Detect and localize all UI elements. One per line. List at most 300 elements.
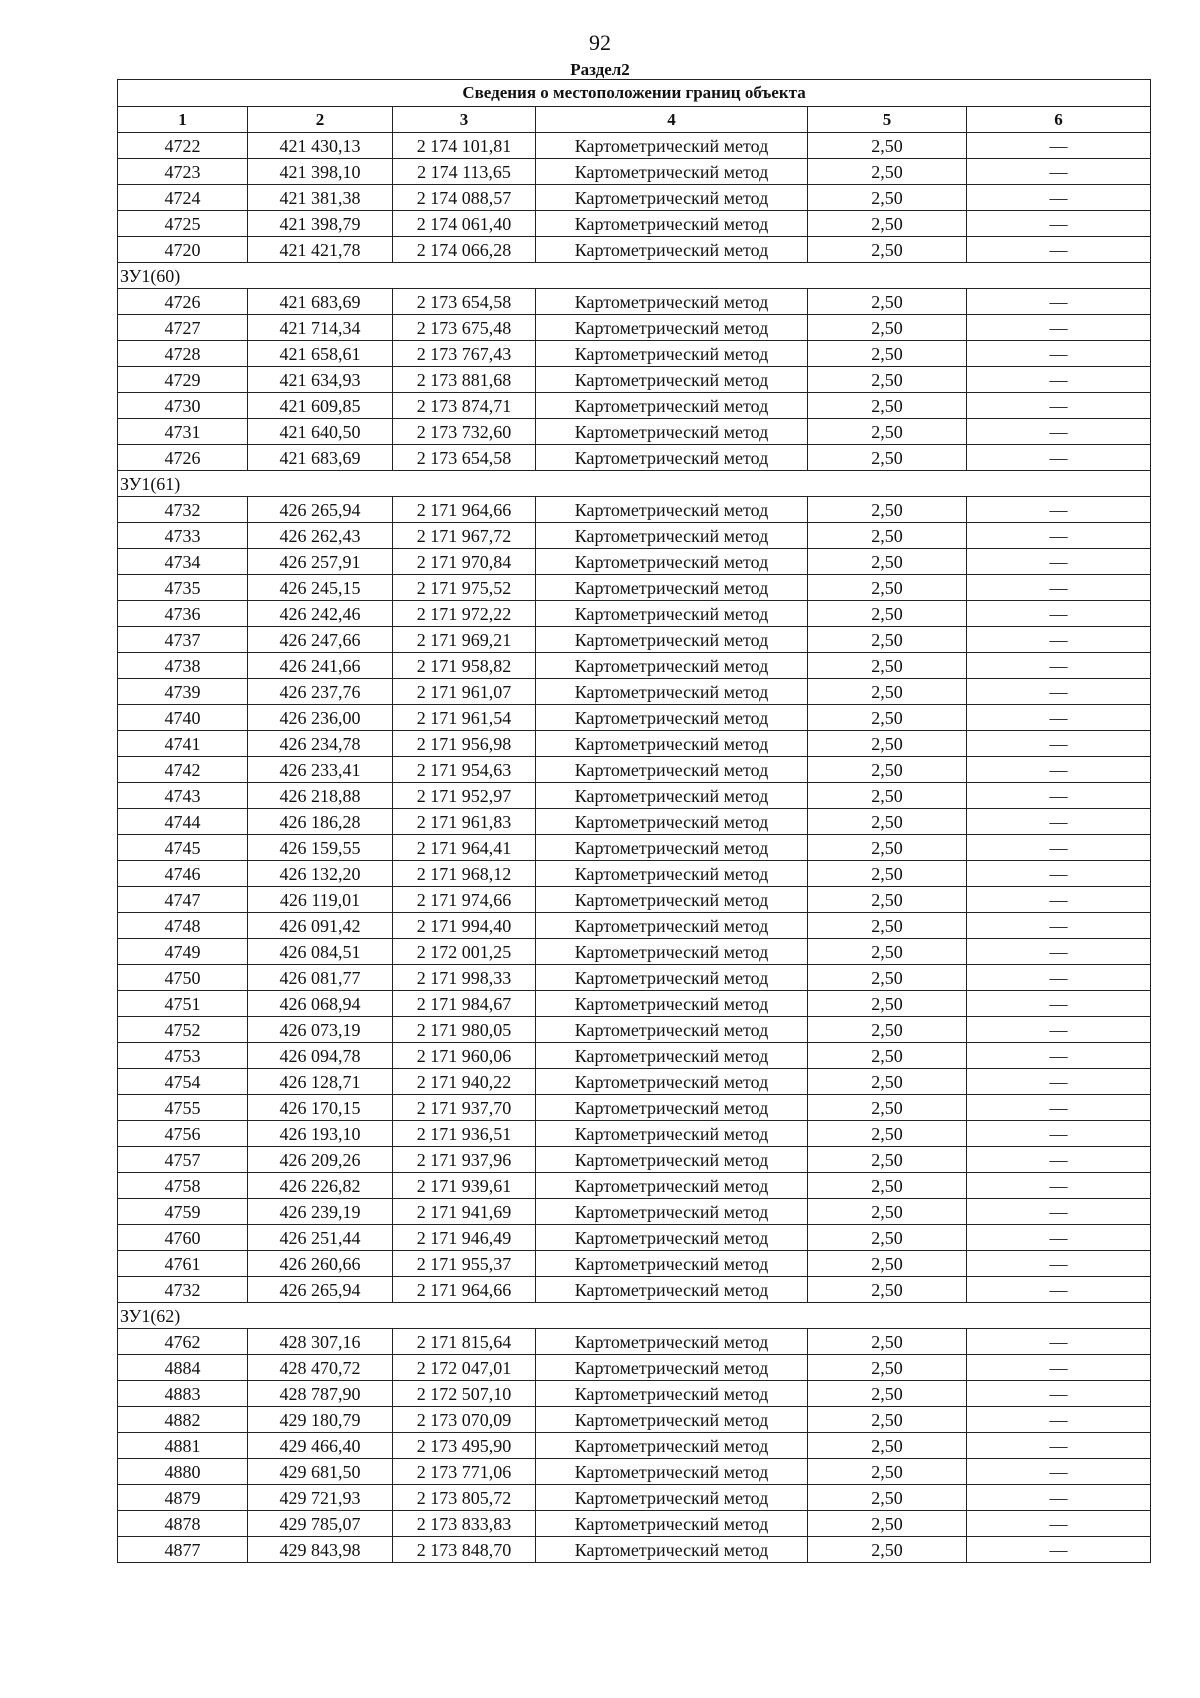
table-cell: 429 785,07 bbox=[248, 1511, 393, 1537]
table-cell: 2 171 940,22 bbox=[393, 1069, 536, 1095]
table-cell: 421 430,13 bbox=[248, 133, 393, 159]
group-row bbox=[118, 471, 1151, 497]
table-row bbox=[118, 1277, 1151, 1303]
table-cell: 2 171 960,06 bbox=[393, 1043, 536, 1069]
table-cell: 2,50 bbox=[808, 1511, 967, 1537]
table-cell: 421 714,34 bbox=[248, 315, 393, 341]
table-cell: 2 171 967,72 bbox=[393, 523, 536, 549]
table-row bbox=[118, 1069, 1151, 1095]
table-row bbox=[118, 1433, 1151, 1459]
table-cell: 2 173 654,58 bbox=[393, 445, 536, 471]
table-cell: 2,50 bbox=[808, 1225, 967, 1251]
table-cell: — bbox=[967, 159, 1151, 185]
table-cell: Картометрический метод bbox=[536, 1017, 808, 1043]
table-cell: 2 171 946,49 bbox=[393, 1225, 536, 1251]
table-cell: 4720 bbox=[118, 237, 248, 263]
table-cell: 4725 bbox=[118, 211, 248, 237]
table-cell: Картометрический метод bbox=[536, 913, 808, 939]
table-cell: 2,50 bbox=[808, 497, 967, 523]
table-cell: 2 171 937,70 bbox=[393, 1095, 536, 1121]
table-cell: 2,50 bbox=[808, 1017, 967, 1043]
table-cell: 4723 bbox=[118, 159, 248, 185]
table-row bbox=[118, 757, 1151, 783]
table-cell: Картометрический метод bbox=[536, 939, 808, 965]
table-row bbox=[118, 1199, 1151, 1225]
table-cell: 421 421,78 bbox=[248, 237, 393, 263]
table-cell: 2,50 bbox=[808, 1355, 967, 1381]
table-cell: — bbox=[967, 1173, 1151, 1199]
table-cell: — bbox=[967, 1043, 1151, 1069]
table-cell: 2 173 732,60 bbox=[393, 419, 536, 445]
table-cell: 426 234,78 bbox=[248, 731, 393, 757]
table-cell: 429 721,93 bbox=[248, 1485, 393, 1511]
table-cell: 4732 bbox=[118, 497, 248, 523]
table-row bbox=[118, 237, 1151, 263]
table-row bbox=[118, 1485, 1151, 1511]
table-cell: 2 171 984,67 bbox=[393, 991, 536, 1017]
table-cell: 2 174 113,65 bbox=[393, 159, 536, 185]
table-cell: Картометрический метод bbox=[536, 757, 808, 783]
table-cell: 4882 bbox=[118, 1407, 248, 1433]
table-cell: Картометрический метод bbox=[536, 1407, 808, 1433]
table-row bbox=[118, 575, 1151, 601]
table-cell: 4734 bbox=[118, 549, 248, 575]
table-row bbox=[118, 1173, 1151, 1199]
table-cell: Картометрический метод bbox=[536, 1251, 808, 1277]
table-cell: 426 241,66 bbox=[248, 653, 393, 679]
table-cell: Картометрический метод bbox=[536, 1459, 808, 1485]
table-cell: — bbox=[967, 1485, 1151, 1511]
table-cell: 4739 bbox=[118, 679, 248, 705]
table-cell: 2 171 974,66 bbox=[393, 887, 536, 913]
table-cell: 4760 bbox=[118, 1225, 248, 1251]
table-cell: 2,50 bbox=[808, 913, 967, 939]
table-cell: 2,50 bbox=[808, 159, 967, 185]
table-cell: 426 233,41 bbox=[248, 757, 393, 783]
table-cell: 2 174 101,81 bbox=[393, 133, 536, 159]
table-cell: 4722 bbox=[118, 133, 248, 159]
table-cell: 2 171 968,12 bbox=[393, 861, 536, 887]
table-cell: 2 171 954,63 bbox=[393, 757, 536, 783]
table-cell: — bbox=[967, 497, 1151, 523]
table-cell: 4756 bbox=[118, 1121, 248, 1147]
table-cell: 2,50 bbox=[808, 835, 967, 861]
table-cell: Картометрический метод bbox=[536, 1485, 808, 1511]
table-cell: 4748 bbox=[118, 913, 248, 939]
table-cell: Картометрический метод bbox=[536, 1329, 808, 1355]
table-cell: — bbox=[967, 601, 1151, 627]
table-cell: 2 171 936,51 bbox=[393, 1121, 536, 1147]
table-cell: — bbox=[967, 913, 1151, 939]
table-cell: — bbox=[967, 133, 1151, 159]
table-row bbox=[118, 367, 1151, 393]
table-row bbox=[118, 211, 1151, 237]
table-row bbox=[118, 341, 1151, 367]
table-cell: Картометрический метод bbox=[536, 1173, 808, 1199]
table-cell: 426 159,55 bbox=[248, 835, 393, 861]
table-cell: 2,50 bbox=[808, 1173, 967, 1199]
table-row bbox=[118, 627, 1151, 653]
group-label: ЗУ1(60) bbox=[118, 263, 1151, 289]
table-cell: — bbox=[967, 1381, 1151, 1407]
table-cell: 4742 bbox=[118, 757, 248, 783]
table-cell: 4735 bbox=[118, 575, 248, 601]
table-cell: 2,50 bbox=[808, 1485, 967, 1511]
table-cell: 2,50 bbox=[808, 991, 967, 1017]
table-cell: 2 171 975,52 bbox=[393, 575, 536, 601]
table-row bbox=[118, 1251, 1151, 1277]
table-cell: Картометрический метод bbox=[536, 289, 808, 315]
table-cell: Картометрический метод bbox=[536, 1069, 808, 1095]
table-cell: — bbox=[967, 549, 1151, 575]
table-cell: — bbox=[967, 965, 1151, 991]
table-cell: 426 265,94 bbox=[248, 1277, 393, 1303]
table-cell: 2,50 bbox=[808, 549, 967, 575]
table-cell: 4757 bbox=[118, 1147, 248, 1173]
table-cell: 2,50 bbox=[808, 1199, 967, 1225]
table-cell: 426 119,01 bbox=[248, 887, 393, 913]
page-number: 92 bbox=[589, 30, 611, 55]
table-caption: Сведения о местоположении границ объекта bbox=[118, 80, 1151, 107]
table-cell: 426 091,42 bbox=[248, 913, 393, 939]
table-row bbox=[118, 1225, 1151, 1251]
table-cell: Картометрический метод bbox=[536, 601, 808, 627]
table-cell: — bbox=[967, 341, 1151, 367]
table-cell: Картометрический метод bbox=[536, 497, 808, 523]
table-cell: Картометрический метод bbox=[536, 419, 808, 445]
table-cell: Картометрический метод bbox=[536, 1433, 808, 1459]
table-cell: — bbox=[967, 237, 1151, 263]
table-cell: 426 262,43 bbox=[248, 523, 393, 549]
table-cell: Картометрический метод bbox=[536, 367, 808, 393]
table-cell: 4761 bbox=[118, 1251, 248, 1277]
column-header: 6 bbox=[967, 107, 1151, 133]
table-row bbox=[118, 1043, 1151, 1069]
table-cell: 2 173 495,90 bbox=[393, 1433, 536, 1459]
table-cell: 4729 bbox=[118, 367, 248, 393]
table-cell: 2,50 bbox=[808, 601, 967, 627]
table-cell: 2,50 bbox=[808, 809, 967, 835]
table-row bbox=[118, 1511, 1151, 1537]
table-cell: Картометрический метод bbox=[536, 1511, 808, 1537]
column-header: 1 bbox=[118, 107, 248, 133]
table-cell: — bbox=[967, 861, 1151, 887]
table-cell: 2,50 bbox=[808, 1277, 967, 1303]
table-cell: 2 173 881,68 bbox=[393, 367, 536, 393]
table-cell: Картометрический метод bbox=[536, 1043, 808, 1069]
table-row bbox=[118, 705, 1151, 731]
table-cell: 2 172 001,25 bbox=[393, 939, 536, 965]
table-cell: 426 073,19 bbox=[248, 1017, 393, 1043]
table-cell: Картометрический метод bbox=[536, 341, 808, 367]
table-cell: 426 068,94 bbox=[248, 991, 393, 1017]
table-cell: Картометрический метод bbox=[536, 315, 808, 341]
table-row bbox=[118, 601, 1151, 627]
table-row bbox=[118, 1537, 1151, 1563]
table-cell: — bbox=[967, 1225, 1151, 1251]
table-cell: 2 174 088,57 bbox=[393, 185, 536, 211]
table-cell: 2 171 964,66 bbox=[393, 497, 536, 523]
table-cell: Картометрический метод bbox=[536, 1225, 808, 1251]
table-cell: 4733 bbox=[118, 523, 248, 549]
table-row bbox=[118, 809, 1151, 835]
table-cell: 421 658,61 bbox=[248, 341, 393, 367]
table-cell: 2,50 bbox=[808, 653, 967, 679]
column-header: 2 bbox=[248, 107, 393, 133]
table-cell: Картометрический метод bbox=[536, 575, 808, 601]
table-cell: Картометрический метод bbox=[536, 211, 808, 237]
table-row bbox=[118, 913, 1151, 939]
table-cell: 2,50 bbox=[808, 315, 967, 341]
table-cell: 426 260,66 bbox=[248, 1251, 393, 1277]
table-cell: — bbox=[967, 731, 1151, 757]
table-row bbox=[118, 393, 1151, 419]
table-cell: Картометрический метод bbox=[536, 159, 808, 185]
table-cell: — bbox=[967, 1433, 1151, 1459]
boundary-coordinates-table bbox=[117, 79, 1151, 1563]
table-row bbox=[118, 679, 1151, 705]
table-cell: 421 381,38 bbox=[248, 185, 393, 211]
table-cell: 4731 bbox=[118, 419, 248, 445]
table-cell: Картометрический метод bbox=[536, 1381, 808, 1407]
table-row bbox=[118, 419, 1151, 445]
table-cell: — bbox=[967, 1069, 1151, 1095]
table-cell: 2,50 bbox=[808, 445, 967, 471]
table-cell: 2 173 070,09 bbox=[393, 1407, 536, 1433]
table-cell: Картометрический метод bbox=[536, 185, 808, 211]
table-cell: 2,50 bbox=[808, 1251, 967, 1277]
section-title: Раздел2 bbox=[570, 60, 630, 79]
table-cell: 426 186,28 bbox=[248, 809, 393, 835]
table-cell: 2,50 bbox=[808, 679, 967, 705]
table-cell: 2,50 bbox=[808, 133, 967, 159]
table-row bbox=[118, 1147, 1151, 1173]
table-cell: 2 171 970,84 bbox=[393, 549, 536, 575]
table-cell: — bbox=[967, 809, 1151, 835]
table-row bbox=[118, 133, 1151, 159]
table-cell: Картометрический метод bbox=[536, 627, 808, 653]
table-cell: 426 242,46 bbox=[248, 601, 393, 627]
table-row bbox=[118, 159, 1151, 185]
table-cell: 426 128,71 bbox=[248, 1069, 393, 1095]
table-cell: 2,50 bbox=[808, 1537, 967, 1563]
table-cell: 2 171 998,33 bbox=[393, 965, 536, 991]
table-cell: 2 171 815,64 bbox=[393, 1329, 536, 1355]
table-cell: — bbox=[967, 679, 1151, 705]
table-cell: 429 681,50 bbox=[248, 1459, 393, 1485]
table-cell: — bbox=[967, 1121, 1151, 1147]
table-cell: — bbox=[967, 315, 1151, 341]
table-cell: 2 173 874,71 bbox=[393, 393, 536, 419]
table-row bbox=[118, 185, 1151, 211]
table-cell: 2,50 bbox=[808, 393, 967, 419]
table-cell: 4749 bbox=[118, 939, 248, 965]
table-cell: 2 171 964,41 bbox=[393, 835, 536, 861]
table-cell: 4737 bbox=[118, 627, 248, 653]
table-cell: 2 171 961,07 bbox=[393, 679, 536, 705]
table-row bbox=[118, 497, 1151, 523]
column-header: 4 bbox=[536, 107, 808, 133]
table-cell: 421 640,50 bbox=[248, 419, 393, 445]
table-cell: 4759 bbox=[118, 1199, 248, 1225]
table-cell: — bbox=[967, 757, 1151, 783]
table-cell: Картометрический метод bbox=[536, 861, 808, 887]
table-cell: — bbox=[967, 185, 1151, 211]
table-row bbox=[118, 289, 1151, 315]
table-cell: — bbox=[967, 445, 1151, 471]
table-cell: 4762 bbox=[118, 1329, 248, 1355]
table-cell: Картометрический метод bbox=[536, 991, 808, 1017]
table-cell: Картометрический метод bbox=[536, 783, 808, 809]
table-cell: Картометрический метод bbox=[536, 705, 808, 731]
table-row bbox=[118, 1329, 1151, 1355]
table-cell: 426 226,82 bbox=[248, 1173, 393, 1199]
table-cell: 2,50 bbox=[808, 1433, 967, 1459]
table-cell: Картометрический метод bbox=[536, 1147, 808, 1173]
table-cell: 2 171 961,54 bbox=[393, 705, 536, 731]
group-row bbox=[118, 263, 1151, 289]
table-cell: 2 173 833,83 bbox=[393, 1511, 536, 1537]
table-cell: 2 174 066,28 bbox=[393, 237, 536, 263]
table-cell: 426 084,51 bbox=[248, 939, 393, 965]
table-cell: — bbox=[967, 1251, 1151, 1277]
table-row bbox=[118, 861, 1151, 887]
table-cell: — bbox=[967, 419, 1151, 445]
table-cell: — bbox=[967, 627, 1151, 653]
table-cell: 2 171 969,21 bbox=[393, 627, 536, 653]
table-cell: Картометрический метод bbox=[536, 1199, 808, 1225]
table-cell: 4880 bbox=[118, 1459, 248, 1485]
table-cell: 2 173 805,72 bbox=[393, 1485, 536, 1511]
table-cell: — bbox=[967, 653, 1151, 679]
table-cell: 4738 bbox=[118, 653, 248, 679]
table-cell: — bbox=[967, 211, 1151, 237]
table-row bbox=[118, 1017, 1151, 1043]
table-cell: 2,50 bbox=[808, 1095, 967, 1121]
table-cell: 4726 bbox=[118, 445, 248, 471]
table-cell: — bbox=[967, 991, 1151, 1017]
table-cell: 2,50 bbox=[808, 289, 967, 315]
table-cell: 2,50 bbox=[808, 757, 967, 783]
table-cell: 2 172 507,10 bbox=[393, 1381, 536, 1407]
table-cell: 2,50 bbox=[808, 939, 967, 965]
table-cell: 2,50 bbox=[808, 575, 967, 601]
table-cell: 2,50 bbox=[808, 1043, 967, 1069]
table-cell: 426 094,78 bbox=[248, 1043, 393, 1069]
table-cell: 426 257,91 bbox=[248, 549, 393, 575]
table-cell: — bbox=[967, 939, 1151, 965]
table-cell: 4878 bbox=[118, 1511, 248, 1537]
table-row bbox=[118, 887, 1151, 913]
table-cell: 426 247,66 bbox=[248, 627, 393, 653]
table-cell: 4881 bbox=[118, 1433, 248, 1459]
table-cell: 4744 bbox=[118, 809, 248, 835]
table-cell: 2,50 bbox=[808, 237, 967, 263]
table-cell: 4883 bbox=[118, 1381, 248, 1407]
table-cell: 4758 bbox=[118, 1173, 248, 1199]
table-cell: — bbox=[967, 367, 1151, 393]
column-header: 5 bbox=[808, 107, 967, 133]
group-row bbox=[118, 1303, 1151, 1329]
table-cell: 2,50 bbox=[808, 185, 967, 211]
table-row bbox=[118, 731, 1151, 757]
table-cell: 2 171 955,37 bbox=[393, 1251, 536, 1277]
table-cell: — bbox=[967, 705, 1151, 731]
table-cell: 421 398,79 bbox=[248, 211, 393, 237]
table-row bbox=[118, 445, 1151, 471]
table-row bbox=[118, 315, 1151, 341]
table-cell: 2 171 994,40 bbox=[393, 913, 536, 939]
table-cell: 426 236,00 bbox=[248, 705, 393, 731]
table-cell: 2 173 848,70 bbox=[393, 1537, 536, 1563]
table-cell: 2 171 958,82 bbox=[393, 653, 536, 679]
table-cell: — bbox=[967, 1017, 1151, 1043]
table-cell: 4884 bbox=[118, 1355, 248, 1381]
table-cell: — bbox=[967, 1329, 1151, 1355]
group-label: ЗУ1(61) bbox=[118, 471, 1151, 497]
table-cell: 2,50 bbox=[808, 341, 967, 367]
table-cell: Картометрический метод bbox=[536, 653, 808, 679]
table-cell: 2,50 bbox=[808, 1381, 967, 1407]
table-cell: 2 173 771,06 bbox=[393, 1459, 536, 1485]
table-cell: — bbox=[967, 289, 1151, 315]
table-cell: 2,50 bbox=[808, 1069, 967, 1095]
table-cell: 426 251,44 bbox=[248, 1225, 393, 1251]
table-cell: 4745 bbox=[118, 835, 248, 861]
table-cell: 4736 bbox=[118, 601, 248, 627]
table-cell: 4879 bbox=[118, 1485, 248, 1511]
table-cell: 426 239,19 bbox=[248, 1199, 393, 1225]
table-cell: 2,50 bbox=[808, 523, 967, 549]
table-cell: 2 174 061,40 bbox=[393, 211, 536, 237]
table-cell: — bbox=[967, 835, 1151, 861]
table-cell: 4726 bbox=[118, 289, 248, 315]
table-cell: 2,50 bbox=[808, 861, 967, 887]
table-cell: 2,50 bbox=[808, 783, 967, 809]
table-cell: 2,50 bbox=[808, 627, 967, 653]
table-row bbox=[118, 939, 1151, 965]
table-cell: Картометрический метод bbox=[536, 237, 808, 263]
table-cell: 421 634,93 bbox=[248, 367, 393, 393]
table-cell: Картометрический метод bbox=[536, 523, 808, 549]
table-caption-row bbox=[118, 80, 1151, 107]
table-row bbox=[118, 1459, 1151, 1485]
table-cell: 2,50 bbox=[808, 1459, 967, 1485]
table-cell: Картометрический метод bbox=[536, 1095, 808, 1121]
table-cell: 426 132,20 bbox=[248, 861, 393, 887]
table-cell: 426 265,94 bbox=[248, 497, 393, 523]
table-cell: 2 173 654,58 bbox=[393, 289, 536, 315]
table-row bbox=[118, 1407, 1151, 1433]
table-cell: 4754 bbox=[118, 1069, 248, 1095]
table-cell: 2 173 767,43 bbox=[393, 341, 536, 367]
table-cell: — bbox=[967, 783, 1151, 809]
table-cell: 2 171 964,66 bbox=[393, 1277, 536, 1303]
table-cell: 426 237,76 bbox=[248, 679, 393, 705]
table-cell: Картометрический метод bbox=[536, 835, 808, 861]
table-cell: 2,50 bbox=[808, 1329, 967, 1355]
table-cell: 2 171 961,83 bbox=[393, 809, 536, 835]
table-cell: 2 172 047,01 bbox=[393, 1355, 536, 1381]
table-cell: — bbox=[967, 1459, 1151, 1485]
table-cell: 4751 bbox=[118, 991, 248, 1017]
table-cell: 2 171 939,61 bbox=[393, 1173, 536, 1199]
table-cell: 2 171 941,69 bbox=[393, 1199, 536, 1225]
table-cell: 2,50 bbox=[808, 731, 967, 757]
table-cell: 429 180,79 bbox=[248, 1407, 393, 1433]
table-cell: 4724 bbox=[118, 185, 248, 211]
table-cell: 2,50 bbox=[808, 419, 967, 445]
